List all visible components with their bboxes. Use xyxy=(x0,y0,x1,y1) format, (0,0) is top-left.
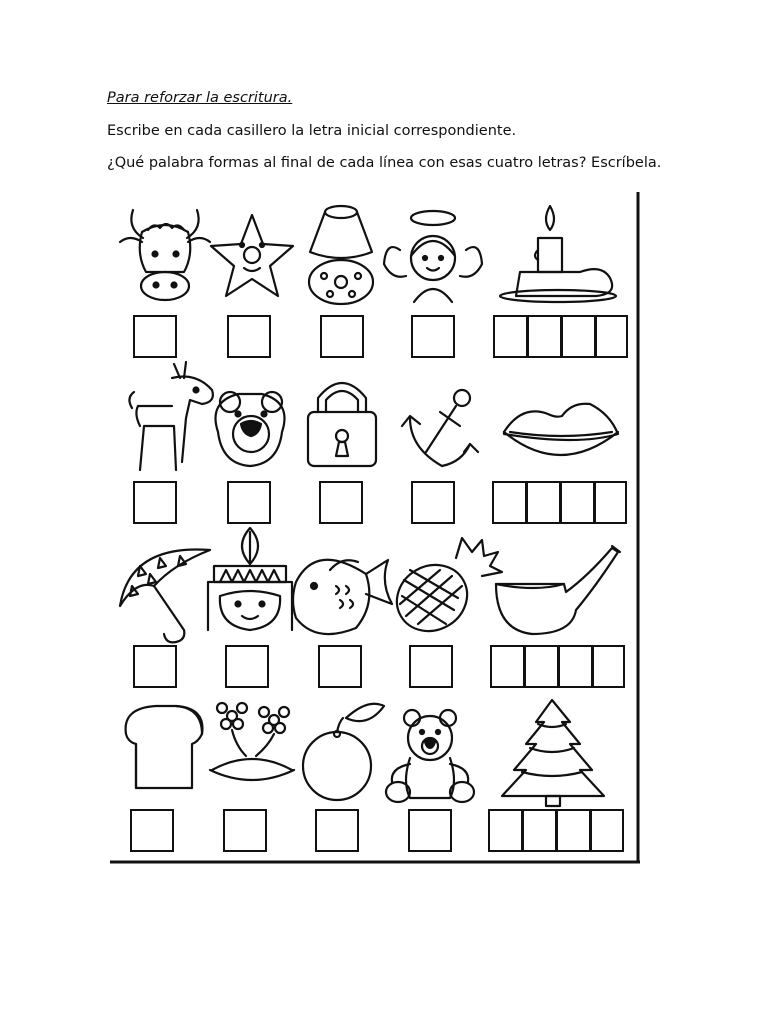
word-box[interactable] xyxy=(561,482,594,523)
anchor-icon xyxy=(402,390,478,466)
letter-box[interactable] xyxy=(321,316,363,357)
fish-icon xyxy=(293,560,392,634)
word-box[interactable] xyxy=(491,646,524,687)
orange-icon xyxy=(303,704,384,800)
teddy-bear-icon xyxy=(386,710,474,802)
instruction-line-1: Escribe en cada casillero la letra inicial correspondiente. xyxy=(107,123,517,139)
letter-box[interactable] xyxy=(410,646,452,687)
lamp-icon xyxy=(309,206,373,304)
word-box[interactable] xyxy=(527,482,560,523)
star-icon xyxy=(211,215,293,296)
word-box[interactable] xyxy=(562,316,595,357)
word-box[interactable] xyxy=(596,316,627,357)
word-box[interactable] xyxy=(595,482,626,523)
letter-box[interactable] xyxy=(409,810,451,851)
candle-icon xyxy=(500,206,616,302)
lips-icon xyxy=(504,404,618,455)
word-box[interactable] xyxy=(528,316,561,357)
letter-box[interactable] xyxy=(226,646,268,687)
umbrella-icon xyxy=(120,549,210,642)
pipe-icon xyxy=(496,546,620,634)
letter-box[interactable] xyxy=(224,810,266,851)
letter-box[interactable] xyxy=(134,316,176,357)
letter-box[interactable] xyxy=(228,316,270,357)
indian-child-icon xyxy=(208,528,292,630)
letter-box[interactable] xyxy=(320,482,362,523)
letter-box[interactable] xyxy=(412,482,454,523)
letter-box[interactable] xyxy=(316,810,358,851)
island-icon xyxy=(210,703,294,780)
bear-icon xyxy=(216,392,285,466)
letter-box[interactable] xyxy=(134,646,176,687)
angel-icon xyxy=(384,211,482,302)
letter-box[interactable] xyxy=(412,316,454,357)
instruction-line-2: ¿Qué palabra formas al final de cada línea con esas cuatro letras? Escríbela. xyxy=(107,155,662,171)
pine-tree-icon xyxy=(502,700,604,806)
word-box[interactable] xyxy=(523,810,556,851)
letter-box[interactable] xyxy=(228,482,270,523)
word-box[interactable] xyxy=(593,646,624,687)
word-box[interactable] xyxy=(494,316,527,357)
bread-icon xyxy=(126,706,203,788)
word-box[interactable] xyxy=(525,646,558,687)
word-box[interactable] xyxy=(493,482,526,523)
cow-icon xyxy=(120,210,210,300)
word-box[interactable] xyxy=(489,810,522,851)
word-box[interactable] xyxy=(559,646,592,687)
worksheet-title: Para reforzar la escritura. xyxy=(107,90,293,106)
pineapple-icon xyxy=(385,538,502,644)
padlock-icon xyxy=(308,383,376,466)
letter-box[interactable] xyxy=(134,482,176,523)
word-box[interactable] xyxy=(591,810,623,851)
word-box[interactable] xyxy=(557,810,590,851)
letter-box[interactable] xyxy=(319,646,361,687)
letter-box[interactable] xyxy=(131,810,173,851)
donkey-icon xyxy=(129,362,212,470)
